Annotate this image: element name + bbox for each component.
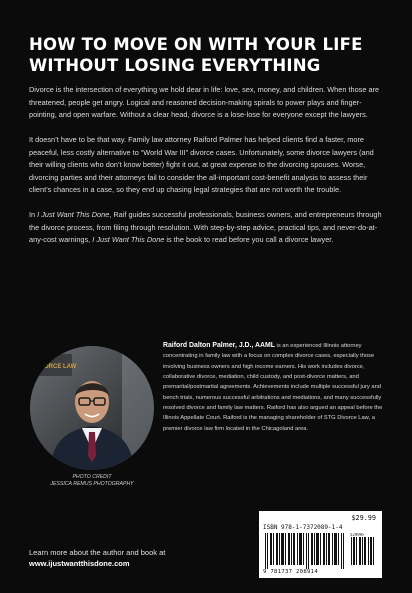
- learn-more-text: Learn more about the author and book at: [29, 548, 166, 557]
- website-link[interactable]: www.ijustwantthisdone.com: [29, 559, 130, 568]
- isbn-label: ISBN 978-1-7372089-1-4: [263, 524, 343, 531]
- paragraph-3-text-a: In: [29, 210, 38, 220]
- book-title-italic: I Just Want This Done: [92, 235, 165, 245]
- paragraph-2: It doesn’t have to be that way. Family law attorney Raiford Palmer has helped clients find a faster, more peaceful, less costly alternative to “World War III” divorce cases. Unfortunately, some divorce lawyers (and their willing clients who don’t know better) fight it out, at great expense to the divorcing spouses. Worse, divorcing parties and their attorneys fail to consider the all-important cost-benefit analysis to assess their client’s chances in a case, so they end up chasing legal strategies that are not worth the trouble.: [29, 135, 374, 195]
- author-portrait-image: [30, 346, 154, 470]
- photo-credit-label: PHOTO CREDIT: [72, 474, 112, 480]
- headline-line-1: HOW TO MOVE ON WITH YOUR LIFE: [29, 35, 363, 54]
- barcode-image: [263, 533, 379, 569]
- book-title-italic: I Just Want This Done: [37, 210, 110, 220]
- headline-line-2: WITHOUT LOSING EVERYTHING: [29, 56, 321, 75]
- learn-more: [29, 547, 229, 569]
- author-name: Raiford Dalton Palmer, J.D., AAML: [163, 342, 275, 349]
- barcode-addon: 52999>: [350, 533, 365, 537]
- paragraph-3-text-c: is the book to read before you call a divorce lawyer.: [164, 235, 334, 245]
- paragraph-3-text-b: , Raif guides successful professionals, business owners, and entrepreneurs through the divorce process, from filing through resolution. With step-by-step advice, practical tips, and never-do-at-any-cost warnings,: [29, 210, 382, 245]
- price-label: $29.99: [351, 514, 376, 522]
- author-bio: [163, 341, 389, 434]
- paragraph-3: [29, 209, 385, 247]
- headline: [29, 34, 389, 76]
- description: [29, 84, 385, 259]
- photo-credit-name: JESSICA REMUS PHOTOGRAPHY: [50, 480, 134, 487]
- isbn-barcode-box: [259, 511, 382, 578]
- paragraph-1: Divorce is the intersection of everything we hold dear in life: love, sex, money, and children. When those are threatened, people get angry. Logical and reasoned decision-making spirals to power plays and finger-pointing, and open warfare. Without a clear head, divorce is a lose-lose for everyone except the lawyers.: [29, 85, 380, 119]
- photo-credit: [30, 474, 154, 487]
- author-bio-text: is an experienced Illinois attorney concentrating in family law with a focus on complex divorce cases, especially those involving business owners and high income earners. His work includes divorce, collaborative divorce, mediation, child custody, and post-divorce matters, and premarital/postmarital agreements. Achievements include multiple successful jury and bench trials, numerous successful arbitrations and mediations, and many successfully resolved divorce and family law matters. Raiford has also argued an appeal before the Illinois Appellate Court. Raiford is the managing shareholder of STG Divorce Law, a premier divorce law firm located in the Chicagoland area.: [163, 343, 383, 432]
- barcode-number: 9 781737 208914: [263, 569, 319, 575]
- author-photo: [30, 346, 154, 470]
- office-sign-text: DIVORCE LAW: [34, 364, 77, 370]
